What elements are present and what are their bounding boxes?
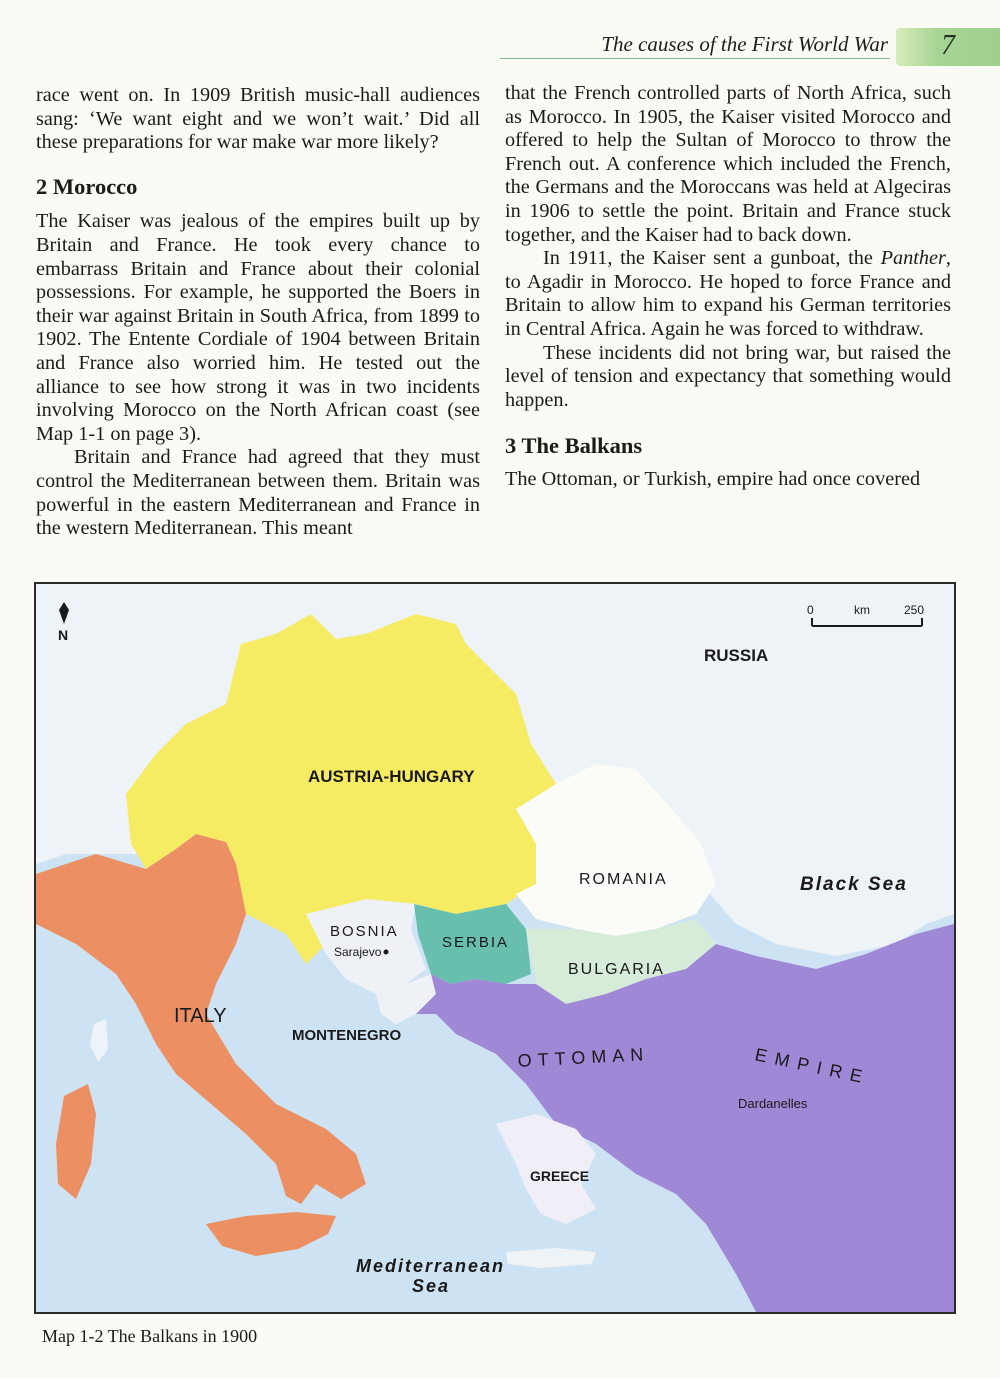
label-empire: EMPIRE [753, 1044, 872, 1089]
morocco-paragraph-5: These incidents did not bring war, but raised the level of tension and expectancy that something would happen. [505, 341, 951, 411]
label-montenegro: MONTENEGRO [292, 1027, 402, 1044]
ship-name-panther: Panther [880, 247, 946, 270]
label-russia: RUSSIA [704, 646, 769, 665]
paragraph-4-rest: , to Agadir in Morocco. He hoped to force France and Britain to allow him to expand his German territories in Central Africa. Again he was forced to withdraw. [505, 247, 951, 340]
label-ottoman: OTTOMAN [517, 1044, 650, 1071]
label-italy: ITALY [174, 1005, 227, 1027]
page-number: 7 [941, 30, 955, 61]
scale-end: 250 [904, 603, 925, 617]
intro-paragraph: race went on. In 1909 British music-hall audiences sang: ‘We want eight and we won’t wait.’ Did all these preparations for war make war more likely? [36, 84, 480, 154]
running-header-title: The causes of the First World War [601, 32, 888, 56]
section-heading-morocco: 2 Morocco [36, 173, 138, 199]
page-number-tab [896, 28, 1000, 66]
sarajevo-marker [384, 950, 389, 955]
label-mediterranean: Mediterranean [356, 1256, 506, 1276]
label-dardanelles: Dardanelles [738, 1096, 808, 1111]
label-bosnia: BOSNIA [330, 923, 399, 940]
label-black-sea: Black Sea [800, 874, 908, 895]
label-austria-hungary: AUSTRIA-HUNGARY [308, 767, 475, 786]
scale-unit: km [854, 603, 870, 617]
balkans-paragraph-1: The Ottoman, or Turkish, empire had once covered [505, 467, 921, 490]
left-column [36, 84, 480, 541]
right-column [505, 82, 951, 492]
balkans-map-svg [36, 584, 954, 1312]
label-greece: GREECE [530, 1168, 590, 1184]
map-caption: Map 1-2 The Balkans in 1900 [42, 1326, 258, 1346]
label-sarajevo: Sarajevo [334, 945, 382, 959]
balkans-map [34, 582, 956, 1314]
morocco-paragraph-1: The Kaiser was jealous of the empires built up by Britain and France. He took every chance to embarrass Britain and France about their colonial possessions. For example, he supported the Boers in their war against Britain in South Africa, from 1899 to 1902. The Entente Cordiale of 1904 between Britain and France also worried him. He tested out the alliance to see how strong it was in two incidents involving Morocco on the North African coast (see Map 1-1 on page 3). [36, 210, 480, 445]
label-romania: ROMANIA [579, 871, 668, 888]
paragraph-4-lead: In 1911, the Kaiser sent a gunboat, the [543, 247, 881, 270]
morocco-paragraph-3: that the French controlled parts of North Africa, such as Morocco. In 1905, the Kaiser visited Morocco and offered to help the Sultan of Morocco to throw the French out. A conference which included the French, the Germans and the Moroccans was held at Algeciras in 1906 to settle the point. Britain and France stuck together, and the Kaiser had to back down. [505, 82, 951, 246]
north-label: N [58, 627, 69, 643]
label-bulgaria: BULGARIA [568, 961, 665, 978]
section-heading-balkans: 3 The Balkans [505, 433, 643, 459]
morocco-paragraph-4 [505, 247, 951, 341]
label-serbia: SERBIA [442, 934, 510, 951]
label-sea: Sea [412, 1276, 451, 1296]
scale-start: 0 [807, 603, 814, 617]
morocco-paragraph-2: Britain and France had agreed that they must control the Mediterranean between them. Britain was powerful in the eastern Mediterranean and France in the western Mediterranean. This meant [36, 446, 480, 540]
header-rule [500, 58, 890, 59]
